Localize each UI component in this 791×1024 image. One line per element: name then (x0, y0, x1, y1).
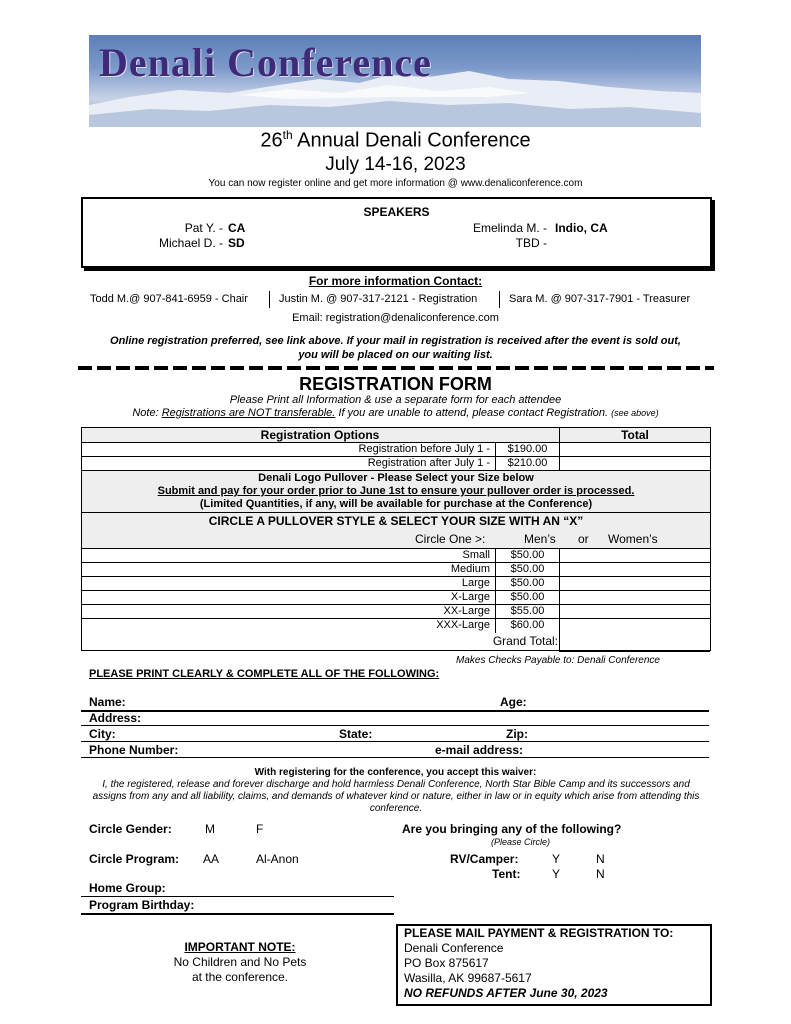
rv-no-option[interactable]: N (596, 852, 605, 866)
mail-line: Wasilla, AK 99687-5617 (404, 971, 532, 985)
grand-total-cell[interactable] (559, 633, 710, 652)
mail-payment-box (396, 924, 712, 1006)
gender-label: Circle Gender: (89, 822, 172, 836)
contact-heading: For more information Contact: (308, 274, 483, 288)
mens-option[interactable]: Men’s (524, 532, 556, 546)
size-price: $50.00 (495, 549, 559, 562)
womens-option[interactable]: Women’s (608, 532, 658, 546)
tent-no-option[interactable]: N (596, 867, 605, 881)
size-price: $55.00 (495, 605, 559, 618)
option-label: Registration before July 1 - (358, 443, 490, 455)
print-clearly-heading: PLEASE PRINT CLEARLY & COMPLETE ALL OF THE FOLLOWING: (89, 668, 440, 680)
mail-heading: PLEASE MAIL PAYMENT & REGISTRATION TO: (404, 926, 674, 940)
please-circle-note: (Please Circle) (491, 837, 551, 847)
pullover-info-row (82, 471, 710, 513)
program-birthday-label: Program Birthday: (89, 898, 195, 912)
size-total-cell[interactable] (559, 619, 710, 633)
important-line: at the conference. (191, 970, 289, 984)
address-line[interactable] (81, 725, 709, 726)
important-note (150, 940, 330, 985)
contact-treasurer: Sara M. @ 907-317-7901 - Treasurer (509, 293, 691, 305)
size-label: XX-Large (443, 605, 490, 617)
title-text: Annual Denali Conference (292, 129, 531, 152)
age-label: Age: (500, 695, 527, 709)
waiver-heading: With registering for the conference, you accept this waiver: (254, 767, 537, 778)
contact-email: Email: registration@denaliconference.com (292, 312, 499, 324)
waiver-text: I, the registered, release and forever discharge and hold harmless Denali Conference, North Star Bible Camp and its successors and assigns from any and all liability, claims, and demands of whatever kind or nature, either in law or in equity which arise from attending this conference. (92, 779, 700, 814)
size-row (82, 591, 710, 605)
note-see-above: (see above) (611, 408, 659, 418)
phone-label: Phone Number: (89, 743, 179, 757)
grand-total-row (82, 633, 710, 650)
gender-f-option[interactable]: F (256, 822, 264, 836)
online-preferred-note (0, 334, 791, 362)
mail-line: Denali Conference (404, 941, 504, 955)
speakers-box (81, 197, 712, 268)
conference-dates: July 14-16, 2023 (325, 154, 466, 175)
tent-label: Tent: (492, 867, 521, 881)
name-line[interactable] (81, 710, 709, 712)
rv-camper-label: RV/Camper: (450, 852, 519, 866)
speaker-name: TBD - (515, 236, 547, 250)
speaker-name: Pat Y. - (184, 221, 223, 235)
size-label: Large (461, 577, 490, 589)
gender-m-option[interactable]: M (205, 822, 215, 836)
contact-chair: Todd M.@ 907-841-6959 - Chair (90, 293, 248, 305)
total-cell[interactable] (559, 443, 710, 456)
option-label: Registration after July 1 - (367, 457, 490, 469)
home-group-label: Home Group: (89, 881, 166, 895)
conference-title (0, 128, 791, 153)
pullover-deadline: Submit and pay for your order prior to June 1st to ensure your pullover order is processed. (157, 485, 635, 497)
pullover-limited: (Limited Quantities, if any, will be available for purchase at the Conference) (199, 498, 593, 510)
online-register-note: You can now register online and get more information @ www.denaliconference.com (208, 178, 583, 189)
size-price: $50.00 (495, 577, 559, 590)
home-group-line[interactable] (81, 896, 394, 897)
size-row (82, 605, 710, 619)
bringing-question: Are you bringing any of the following? (402, 822, 622, 836)
divider (269, 291, 270, 308)
option-price: $210.00 (495, 457, 559, 470)
note-prefix: Note: (132, 407, 162, 419)
title-ordinal: th (282, 128, 293, 142)
table-row (82, 443, 710, 457)
size-total-cell[interactable] (559, 549, 710, 562)
no-refunds-line: NO REFUNDS AFTER June 30, 2023 (404, 986, 608, 1000)
contact-registration: Justin M. @ 907-317-2121 - Registration (279, 293, 478, 305)
speaker-location: CA (228, 221, 246, 235)
program-alanon-option[interactable]: Al-Anon (256, 852, 299, 866)
online-preferred-line: you will be placed on our waiting list. (298, 349, 493, 361)
size-label: Medium (450, 563, 490, 575)
size-price: $60.00 (495, 619, 559, 633)
registration-table (81, 427, 711, 651)
options-header: Registration Options (260, 428, 380, 442)
rv-yes-option[interactable]: Y (552, 852, 561, 866)
total-cell[interactable] (559, 457, 710, 470)
size-price: $50.00 (495, 563, 559, 576)
size-label: X-Large (450, 591, 490, 603)
speaker-name: Michael D. - (158, 236, 223, 250)
tent-yes-option[interactable]: Y (552, 867, 561, 881)
total-header: Total (559, 428, 710, 442)
divider (499, 291, 500, 308)
size-total-cell[interactable] (559, 605, 710, 618)
note-not-transferable: Registrations are NOT transferable. (161, 407, 336, 419)
table-row (82, 457, 710, 471)
size-row (82, 577, 710, 591)
circle-style-heading: CIRCLE A PULLOVER STYLE & SELECT YOUR SIZE WITH AN “X” (208, 514, 584, 528)
table-header-row (82, 428, 710, 443)
mail-line: PO Box 875617 (404, 956, 489, 970)
speaker-location: SD (228, 236, 245, 250)
name-label: Name: (89, 695, 126, 709)
speakers-heading: SPEAKERS (363, 205, 430, 219)
city-line[interactable] (81, 741, 709, 742)
size-row (82, 619, 710, 633)
zip-label: Zip: (506, 727, 528, 741)
size-label: Small (462, 549, 490, 561)
circle-style-row (82, 513, 710, 549)
program-label: Circle Program: (89, 852, 180, 866)
important-heading: IMPORTANT NOTE: (184, 940, 296, 954)
size-total-cell[interactable] (559, 591, 710, 604)
conference-banner (89, 35, 701, 127)
or-text: or (578, 532, 589, 546)
online-preferred-line: Online registration preferred, see link above. If your mail in registration is received after the event is sold out, (110, 335, 681, 347)
size-total-cell[interactable] (559, 577, 710, 590)
registration-instructions: Please Print all Information & use a separate form for each attendee (229, 394, 562, 406)
circle-one-label: Circle One >: (415, 532, 486, 546)
email-label: e-mail address: (435, 743, 524, 757)
important-line: No Children and No Pets (173, 955, 307, 969)
dashed-divider (78, 366, 714, 370)
pullover-heading: Denali Logo Pullover - Please Select your Size below (258, 472, 534, 484)
size-rows (82, 549, 710, 633)
size-price: $50.00 (495, 591, 559, 604)
grand-total-label: Grand Total: (492, 634, 558, 648)
size-row (82, 563, 710, 577)
note-body: If you are unable to attend, please contact Registration. (335, 407, 612, 419)
phone-line[interactable] (81, 757, 709, 758)
option-price: $190.00 (495, 443, 559, 456)
state-label: State: (339, 727, 373, 741)
size-row (82, 549, 710, 563)
size-total-cell[interactable] (559, 563, 710, 576)
registration-title: REGISTRATION FORM (299, 374, 492, 394)
title-number: 26 (260, 129, 283, 152)
registration-note (0, 407, 791, 419)
program-aa-option[interactable]: AA (203, 852, 220, 866)
payable-note: Makes Checks Payable to: Denali Conference (456, 655, 660, 666)
program-birthday-line[interactable] (81, 913, 394, 915)
speaker-location: Indio, CA (555, 221, 608, 235)
banner-title: Denali Conference (99, 40, 432, 85)
speaker-name: Emelinda M. - (472, 221, 547, 235)
address-label: Address: (89, 711, 142, 725)
city-label: City: (89, 727, 116, 741)
size-label: XXX-Large (436, 619, 490, 631)
